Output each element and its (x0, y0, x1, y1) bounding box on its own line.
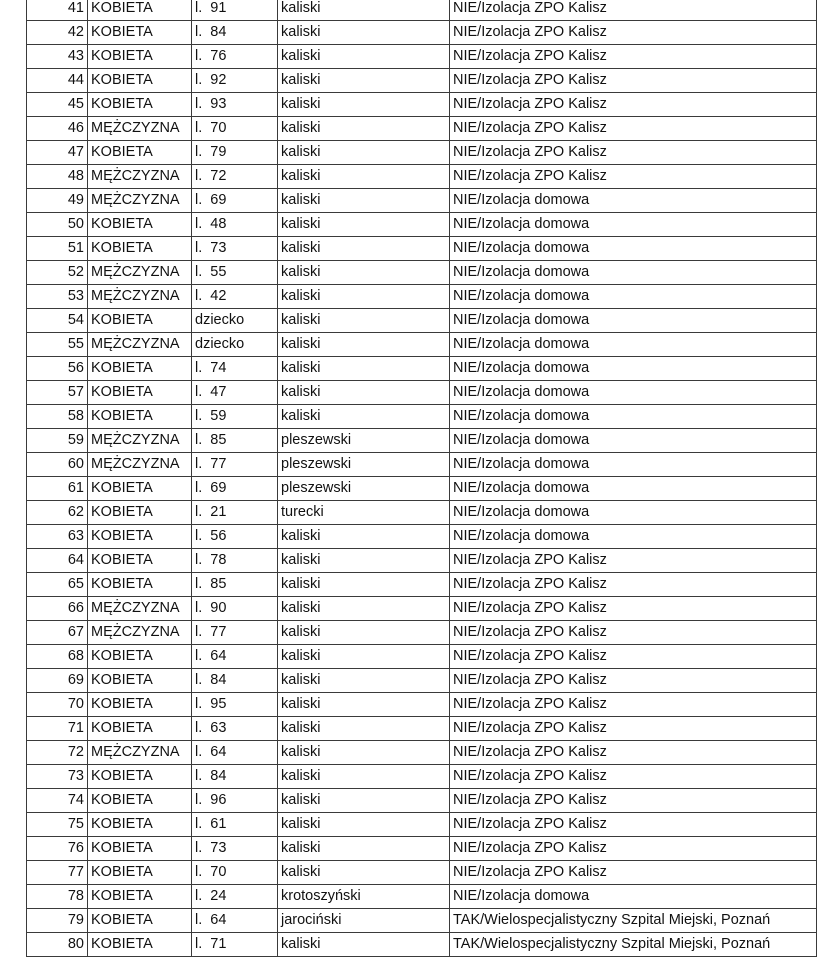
case-number-cell: 73 (27, 765, 88, 789)
table-row (27, 477, 817, 501)
hospitalization-cell: NIE/Izolacja ZPO Kalisz (450, 21, 817, 45)
hospitalization-cell: NIE/Izolacja domowa (450, 285, 817, 309)
case-number-cell: 53 (27, 285, 88, 309)
county-cell: kaliski (278, 789, 450, 813)
age-cell: l. 64 (192, 741, 278, 765)
county-cell: krotoszyński (278, 885, 450, 909)
age-cell: dziecko (192, 333, 278, 357)
table-row (27, 21, 817, 45)
sex-cell: MĘŻCZYZNA (88, 165, 192, 189)
county-cell: kaliski (278, 165, 450, 189)
case-number-cell: 66 (27, 597, 88, 621)
hospitalization-cell: NIE/Izolacja ZPO Kalisz (450, 141, 817, 165)
county-cell: kaliski (278, 141, 450, 165)
table-row (27, 0, 817, 21)
case-number-cell: 50 (27, 213, 88, 237)
table-row (27, 669, 817, 693)
age-cell: l. 96 (192, 789, 278, 813)
county-cell: kaliski (278, 237, 450, 261)
sex-cell: KOBIETA (88, 45, 192, 69)
case-number-cell: 54 (27, 309, 88, 333)
sex-cell: KOBIETA (88, 645, 192, 669)
table-row (27, 933, 817, 957)
sex-cell: KOBIETA (88, 861, 192, 885)
hospitalization-cell: NIE/Izolacja ZPO Kalisz (450, 693, 817, 717)
table-row (27, 741, 817, 765)
county-cell: kaliski (278, 0, 450, 21)
case-number-cell: 64 (27, 549, 88, 573)
county-cell: kaliski (278, 645, 450, 669)
hospitalization-cell: NIE/Izolacja ZPO Kalisz (450, 789, 817, 813)
table-row (27, 693, 817, 717)
table-row (27, 357, 817, 381)
table-row (27, 381, 817, 405)
age-cell: l. 69 (192, 189, 278, 213)
hospitalization-cell: NIE/Izolacja ZPO Kalisz (450, 765, 817, 789)
county-cell: pleszewski (278, 453, 450, 477)
table-row (27, 309, 817, 333)
sex-cell: KOBIETA (88, 69, 192, 93)
hospitalization-cell: NIE/Izolacja domowa (450, 501, 817, 525)
hospitalization-cell: NIE/Izolacja domowa (450, 357, 817, 381)
hospitalization-cell: NIE/Izolacja ZPO Kalisz (450, 645, 817, 669)
age-cell: l. 72 (192, 165, 278, 189)
hospitalization-cell: NIE/Izolacja ZPO Kalisz (450, 669, 817, 693)
county-cell: kaliski (278, 837, 450, 861)
case-number-cell: 43 (27, 45, 88, 69)
case-number-cell: 76 (27, 837, 88, 861)
case-number-cell: 56 (27, 357, 88, 381)
sex-cell: KOBIETA (88, 765, 192, 789)
county-cell: kaliski (278, 261, 450, 285)
sex-cell: MĘŻCZYZNA (88, 621, 192, 645)
case-number-cell: 58 (27, 405, 88, 429)
table-row (27, 837, 817, 861)
hospitalization-cell: NIE/Izolacja ZPO Kalisz (450, 549, 817, 573)
sex-cell: KOBIETA (88, 717, 192, 741)
sex-cell: MĘŻCZYZNA (88, 285, 192, 309)
table-row (27, 189, 817, 213)
case-number-cell: 55 (27, 333, 88, 357)
sex-cell: KOBIETA (88, 93, 192, 117)
county-cell: kaliski (278, 765, 450, 789)
hospitalization-cell: NIE/Izolacja domowa (450, 309, 817, 333)
case-number-cell: 69 (27, 669, 88, 693)
county-cell: kaliski (278, 597, 450, 621)
hospitalization-cell: NIE/Izolacja domowa (450, 333, 817, 357)
case-number-cell: 41 (27, 0, 88, 21)
hospitalization-cell: NIE/Izolacja domowa (450, 261, 817, 285)
hospitalization-cell: NIE/Izolacja domowa (450, 237, 817, 261)
sex-cell: KOBIETA (88, 789, 192, 813)
county-cell: kaliski (278, 933, 450, 957)
hospitalization-cell: NIE/Izolacja ZPO Kalisz (450, 117, 817, 141)
county-cell: kaliski (278, 69, 450, 93)
age-cell: l. 59 (192, 405, 278, 429)
case-number-cell: 42 (27, 21, 88, 45)
county-cell: kaliski (278, 405, 450, 429)
sex-cell: KOBIETA (88, 213, 192, 237)
cases-table-body (27, 0, 817, 957)
county-cell: kaliski (278, 213, 450, 237)
hospitalization-cell: NIE/Izolacja domowa (450, 429, 817, 453)
county-cell: kaliski (278, 333, 450, 357)
case-number-cell: 47 (27, 141, 88, 165)
age-cell: l. 78 (192, 549, 278, 573)
case-number-cell: 72 (27, 741, 88, 765)
sex-cell: KOBIETA (88, 933, 192, 957)
county-cell: kaliski (278, 621, 450, 645)
hospitalization-cell: NIE/Izolacja ZPO Kalisz (450, 813, 817, 837)
county-cell: pleszewski (278, 429, 450, 453)
sex-cell: KOBIETA (88, 549, 192, 573)
table-row (27, 885, 817, 909)
age-cell: l. 93 (192, 93, 278, 117)
table-row (27, 141, 817, 165)
hospitalization-cell: NIE/Izolacja domowa (450, 885, 817, 909)
age-cell: l. 42 (192, 285, 278, 309)
sex-cell: KOBIETA (88, 141, 192, 165)
age-cell: l. 76 (192, 45, 278, 69)
age-cell: l. 84 (192, 765, 278, 789)
table-row (27, 525, 817, 549)
sex-cell: KOBIETA (88, 909, 192, 933)
case-number-cell: 60 (27, 453, 88, 477)
hospitalization-cell: NIE/Izolacja ZPO Kalisz (450, 45, 817, 69)
case-number-cell: 49 (27, 189, 88, 213)
table-row (27, 621, 817, 645)
sex-cell: KOBIETA (88, 693, 192, 717)
age-cell: l. 85 (192, 573, 278, 597)
county-cell: kaliski (278, 357, 450, 381)
age-cell: l. 73 (192, 837, 278, 861)
age-cell: l. 90 (192, 597, 278, 621)
table-row (27, 237, 817, 261)
hospitalization-cell: TAK/Wielospecjalistyczny Szpital Miejski, Poznań (450, 909, 817, 933)
county-cell: kaliski (278, 93, 450, 117)
sex-cell: KOBIETA (88, 501, 192, 525)
hospitalization-cell: NIE/Izolacja domowa (450, 453, 817, 477)
table-row (27, 573, 817, 597)
county-cell: kaliski (278, 669, 450, 693)
county-cell: kaliski (278, 381, 450, 405)
age-cell: l. 77 (192, 621, 278, 645)
table-row (27, 813, 817, 837)
county-cell: kaliski (278, 813, 450, 837)
case-number-cell: 71 (27, 717, 88, 741)
age-cell: l. 73 (192, 237, 278, 261)
hospitalization-cell: NIE/Izolacja domowa (450, 525, 817, 549)
sex-cell: KOBIETA (88, 837, 192, 861)
table-row (27, 789, 817, 813)
sex-cell: MĘŻCZYZNA (88, 741, 192, 765)
hospitalization-cell: NIE/Izolacja ZPO Kalisz (450, 621, 817, 645)
county-cell: kaliski (278, 549, 450, 573)
hospitalization-cell: NIE/Izolacja ZPO Kalisz (450, 93, 817, 117)
county-cell: jarociński (278, 909, 450, 933)
county-cell: turecki (278, 501, 450, 525)
table-row (27, 429, 817, 453)
hospitalization-cell: NIE/Izolacja domowa (450, 213, 817, 237)
age-cell: l. 64 (192, 645, 278, 669)
hospitalization-cell: NIE/Izolacja domowa (450, 405, 817, 429)
case-number-cell: 51 (27, 237, 88, 261)
age-cell: l. 84 (192, 21, 278, 45)
table-row (27, 405, 817, 429)
age-cell: l. 84 (192, 669, 278, 693)
case-number-cell: 63 (27, 525, 88, 549)
age-cell: l. 71 (192, 933, 278, 957)
sex-cell: MĘŻCZYZNA (88, 261, 192, 285)
hospitalization-cell: NIE/Izolacja ZPO Kalisz (450, 837, 817, 861)
age-cell: l. 92 (192, 69, 278, 93)
county-cell: kaliski (278, 189, 450, 213)
county-cell: kaliski (278, 45, 450, 69)
sex-cell: KOBIETA (88, 813, 192, 837)
sex-cell: KOBIETA (88, 309, 192, 333)
sex-cell: KOBIETA (88, 381, 192, 405)
sex-cell: KOBIETA (88, 21, 192, 45)
hospitalization-cell: NIE/Izolacja ZPO Kalisz (450, 165, 817, 189)
table-row (27, 765, 817, 789)
hospitalization-cell: NIE/Izolacja ZPO Kalisz (450, 861, 817, 885)
age-cell: l. 74 (192, 357, 278, 381)
hospitalization-cell: NIE/Izolacja domowa (450, 381, 817, 405)
case-number-cell: 61 (27, 477, 88, 501)
age-cell: l. 64 (192, 909, 278, 933)
county-cell: kaliski (278, 693, 450, 717)
sex-cell: KOBIETA (88, 405, 192, 429)
case-number-cell: 57 (27, 381, 88, 405)
table-row (27, 45, 817, 69)
hospitalization-cell: NIE/Izolacja ZPO Kalisz (450, 597, 817, 621)
age-cell: l. 77 (192, 453, 278, 477)
county-cell: kaliski (278, 861, 450, 885)
age-cell: l. 79 (192, 141, 278, 165)
county-cell: kaliski (278, 21, 450, 45)
sex-cell: KOBIETA (88, 573, 192, 597)
case-number-cell: 70 (27, 693, 88, 717)
table-row (27, 861, 817, 885)
table-row (27, 501, 817, 525)
case-number-cell: 46 (27, 117, 88, 141)
sex-cell: MĘŻCZYZNA (88, 429, 192, 453)
hospitalization-cell: NIE/Izolacja domowa (450, 189, 817, 213)
table-row (27, 69, 817, 93)
sex-cell: KOBIETA (88, 669, 192, 693)
sex-cell: MĘŻCZYZNA (88, 453, 192, 477)
case-number-cell: 44 (27, 69, 88, 93)
sex-cell: MĘŻCZYZNA (88, 597, 192, 621)
case-number-cell: 52 (27, 261, 88, 285)
sex-cell: MĘŻCZYZNA (88, 117, 192, 141)
age-cell: l. 91 (192, 0, 278, 21)
case-number-cell: 80 (27, 933, 88, 957)
table-row (27, 165, 817, 189)
table-row (27, 333, 817, 357)
case-number-cell: 77 (27, 861, 88, 885)
county-cell: kaliski (278, 525, 450, 549)
age-cell: l. 70 (192, 117, 278, 141)
age-cell: l. 63 (192, 717, 278, 741)
table-row (27, 117, 817, 141)
sex-cell: KOBIETA (88, 885, 192, 909)
table-row (27, 597, 817, 621)
case-number-cell: 45 (27, 93, 88, 117)
age-cell: l. 24 (192, 885, 278, 909)
sex-cell: KOBIETA (88, 237, 192, 261)
age-cell: l. 85 (192, 429, 278, 453)
hospitalization-cell: NIE/Izolacja domowa (450, 477, 817, 501)
table-row (27, 285, 817, 309)
hospitalization-cell: NIE/Izolacja ZPO Kalisz (450, 69, 817, 93)
age-cell: l. 70 (192, 861, 278, 885)
case-number-cell: 65 (27, 573, 88, 597)
table-row (27, 549, 817, 573)
table-row (27, 213, 817, 237)
county-cell: kaliski (278, 717, 450, 741)
county-cell: kaliski (278, 741, 450, 765)
case-number-cell: 79 (27, 909, 88, 933)
sex-cell: MĘŻCZYZNA (88, 189, 192, 213)
age-cell: l. 56 (192, 525, 278, 549)
sex-cell: KOBIETA (88, 525, 192, 549)
county-cell: kaliski (278, 309, 450, 333)
table-row (27, 93, 817, 117)
case-number-cell: 68 (27, 645, 88, 669)
age-cell: l. 48 (192, 213, 278, 237)
hospitalization-cell: NIE/Izolacja ZPO Kalisz (450, 573, 817, 597)
hospitalization-cell: NIE/Izolacja ZPO Kalisz (450, 717, 817, 741)
case-number-cell: 67 (27, 621, 88, 645)
table-row (27, 717, 817, 741)
county-cell: pleszewski (278, 477, 450, 501)
document-sheet (26, 0, 817, 957)
sex-cell: KOBIETA (88, 477, 192, 501)
hospitalization-cell: TAK/Wielospecjalistyczny Szpital Miejski, Poznań (450, 933, 817, 957)
hospitalization-cell: NIE/Izolacja ZPO Kalisz (450, 741, 817, 765)
county-cell: kaliski (278, 285, 450, 309)
table-row (27, 261, 817, 285)
age-cell: l. 95 (192, 693, 278, 717)
county-cell: kaliski (278, 573, 450, 597)
table-row (27, 909, 817, 933)
table-row (27, 645, 817, 669)
age-cell: l. 21 (192, 501, 278, 525)
age-cell: l. 69 (192, 477, 278, 501)
sex-cell: KOBIETA (88, 0, 192, 21)
table-row (27, 453, 817, 477)
hospitalization-cell: NIE/Izolacja ZPO Kalisz (450, 0, 817, 21)
case-number-cell: 62 (27, 501, 88, 525)
age-cell: l. 61 (192, 813, 278, 837)
case-number-cell: 59 (27, 429, 88, 453)
county-cell: kaliski (278, 117, 450, 141)
case-number-cell: 78 (27, 885, 88, 909)
case-number-cell: 48 (27, 165, 88, 189)
age-cell: l. 47 (192, 381, 278, 405)
sex-cell: KOBIETA (88, 357, 192, 381)
case-number-cell: 75 (27, 813, 88, 837)
sex-cell: MĘŻCZYZNA (88, 333, 192, 357)
age-cell: dziecko (192, 309, 278, 333)
age-cell: l. 55 (192, 261, 278, 285)
case-number-cell: 74 (27, 789, 88, 813)
cases-table (26, 0, 817, 957)
